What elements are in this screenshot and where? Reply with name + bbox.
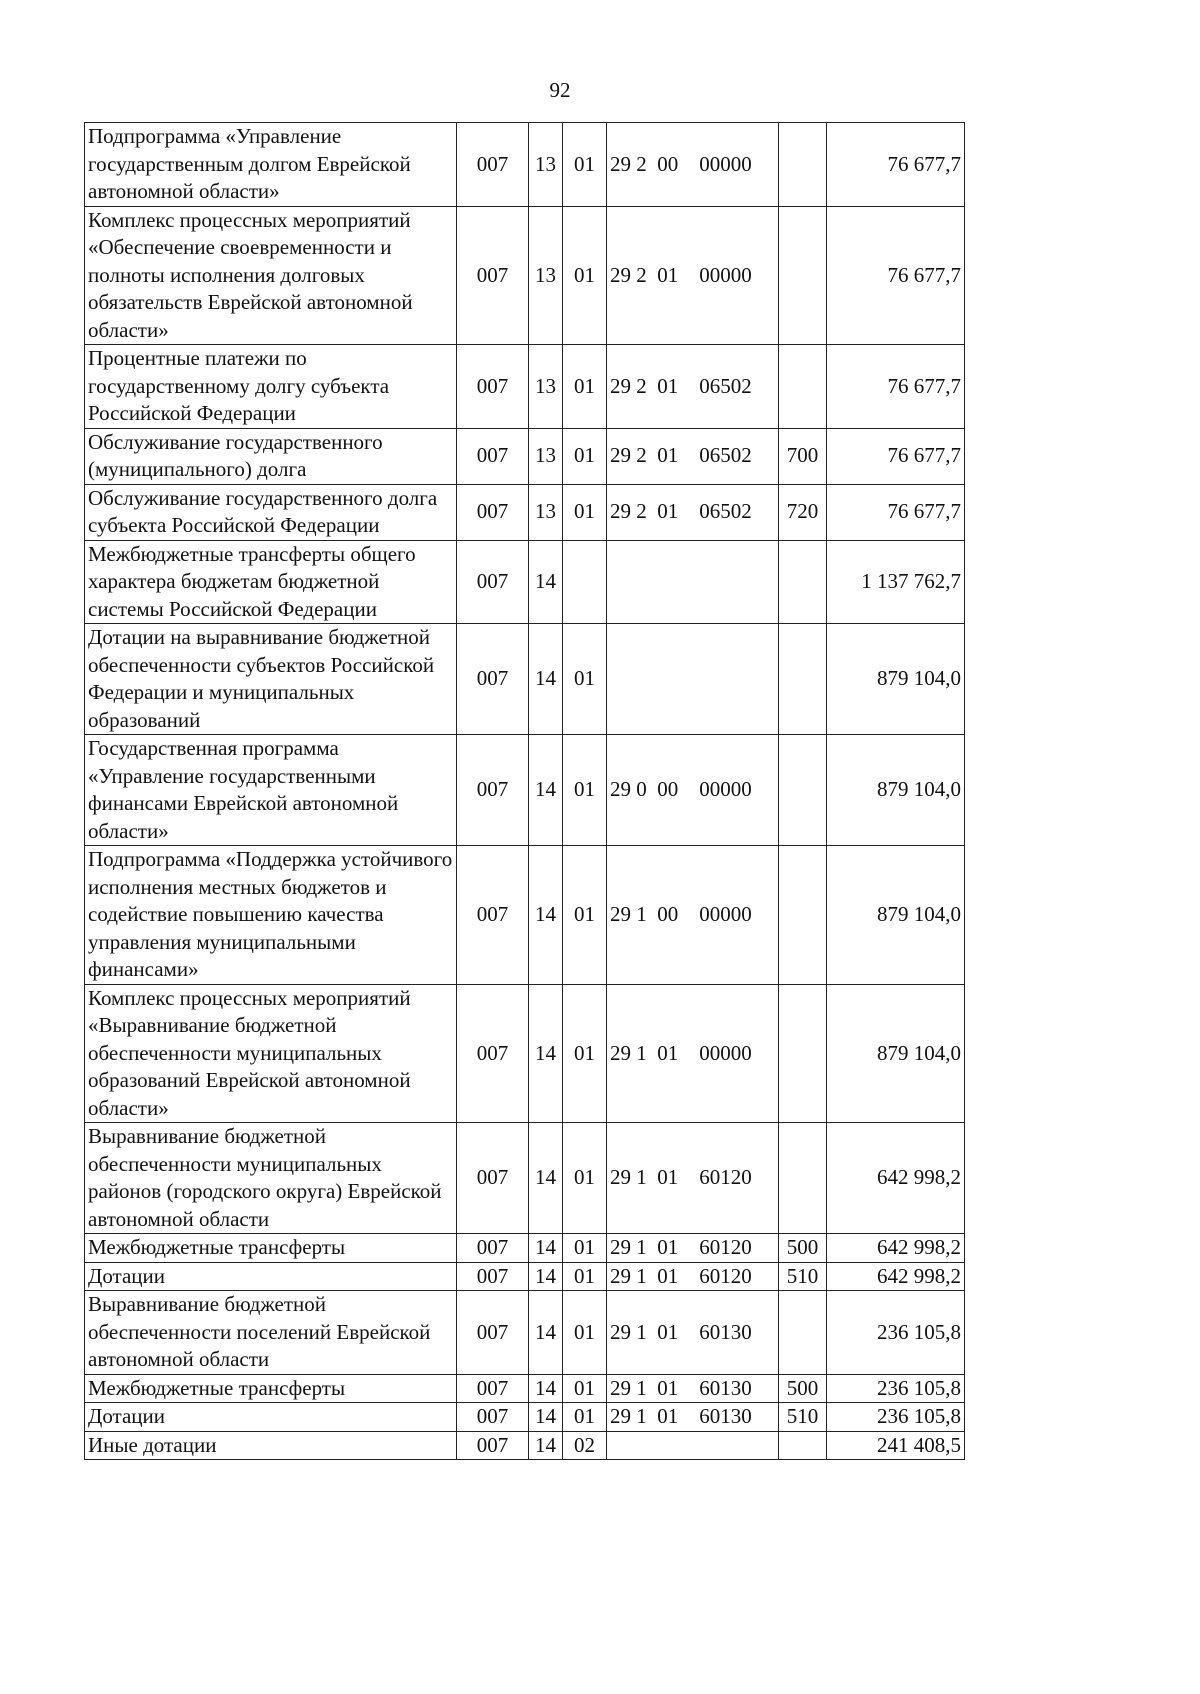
section-code-cell: 14 [529, 1403, 563, 1432]
target-article-cell: 29 2 01 06502 [607, 428, 779, 484]
target-article-cell: 29 2 00 00000 [607, 123, 779, 207]
row-name-cell: Процентные платежи по государственному долгу субъекта Российской Федерации [85, 345, 457, 429]
admin-code-cell: 007 [457, 345, 529, 429]
subsection-code-cell: 01 [563, 1374, 607, 1403]
admin-code-cell: 007 [457, 1291, 529, 1375]
admin-code-cell: 007 [457, 428, 529, 484]
admin-code-cell: 007 [457, 540, 529, 624]
section-code-cell: 13 [529, 428, 563, 484]
subsection-code-cell: 01 [563, 1403, 607, 1432]
subsection-code-cell: 01 [563, 846, 607, 985]
expense-type-cell [779, 846, 827, 985]
amount-cell: 76 677,7 [827, 123, 965, 207]
row-name-cell: Иные дотации [85, 1431, 457, 1460]
target-article-cell: 29 1 01 60130 [607, 1291, 779, 1375]
subsection-code-cell: 01 [563, 123, 607, 207]
admin-code-cell: 007 [457, 1234, 529, 1263]
amount-cell: 879 104,0 [827, 735, 965, 846]
subsection-code-cell: 01 [563, 624, 607, 735]
target-article-cell: 29 1 01 60130 [607, 1403, 779, 1432]
row-name-cell: Обслуживание государственного долга субъекта Российской Федерации [85, 484, 457, 540]
expense-type-cell: 510 [779, 1403, 827, 1432]
table-row [85, 1374, 965, 1403]
expense-type-cell: 500 [779, 1234, 827, 1263]
subsection-code-cell: 01 [563, 1262, 607, 1291]
target-article-cell: 29 2 01 06502 [607, 484, 779, 540]
expense-type-cell [779, 1123, 827, 1234]
subsection-code-cell: 01 [563, 345, 607, 429]
subsection-code-cell: 02 [563, 1431, 607, 1460]
row-name-cell: Подпрограмма «Управление государственным долгом Еврейской автономной области» [85, 123, 457, 207]
table-row [85, 484, 965, 540]
expense-type-cell [779, 1291, 827, 1375]
table-row [85, 1234, 965, 1263]
section-code-cell: 14 [529, 1374, 563, 1403]
row-name-cell: Межбюджетные трансферты [85, 1374, 457, 1403]
amount-cell: 76 677,7 [827, 345, 965, 429]
row-name-cell: Выравнивание бюджетной обеспеченности поселений Еврейской автономной области [85, 1291, 457, 1375]
row-name-cell: Дотации [85, 1403, 457, 1432]
table-row [85, 1123, 965, 1234]
row-name-cell: Дотации на выравнивание бюджетной обеспеченности субъектов Российской Федерации и муниципальных образований [85, 624, 457, 735]
table-row [85, 1262, 965, 1291]
target-article-cell: 29 1 01 60120 [607, 1123, 779, 1234]
admin-code-cell: 007 [457, 1123, 529, 1234]
expense-type-cell: 700 [779, 428, 827, 484]
row-name-cell: Выравнивание бюджетной обеспеченности муниципальных районов (городского округа) Еврейской автономной области [85, 1123, 457, 1234]
expense-type-cell [779, 540, 827, 624]
amount-cell: 241 408,5 [827, 1431, 965, 1460]
subsection-code-cell: 01 [563, 1123, 607, 1234]
amount-cell: 642 998,2 [827, 1123, 965, 1234]
expense-type-cell [779, 1431, 827, 1460]
expense-type-cell: 510 [779, 1262, 827, 1291]
admin-code-cell: 007 [457, 984, 529, 1123]
target-article-cell [607, 624, 779, 735]
target-article-cell [607, 1431, 779, 1460]
subsection-code-cell: 01 [563, 1291, 607, 1375]
table-row [85, 1431, 965, 1460]
admin-code-cell: 007 [457, 484, 529, 540]
target-article-cell: 29 2 01 06502 [607, 345, 779, 429]
target-article-cell: 29 1 01 00000 [607, 984, 779, 1123]
section-code-cell: 14 [529, 984, 563, 1123]
table-row [85, 984, 965, 1123]
target-article-cell: 29 1 01 60130 [607, 1374, 779, 1403]
admin-code-cell: 007 [457, 624, 529, 735]
expense-type-cell: 500 [779, 1374, 827, 1403]
section-code-cell: 13 [529, 206, 563, 345]
section-code-cell: 14 [529, 624, 563, 735]
row-name-cell: Межбюджетные трансферты общего характера бюджетам бюджетной системы Российской Федерации [85, 540, 457, 624]
subsection-code-cell: 01 [563, 984, 607, 1123]
row-name-cell: Комплекс процессных мероприятий «Выравнивание бюджетной обеспеченности муниципальных образований Еврейской автономной области» [85, 984, 457, 1123]
section-code-cell: 14 [529, 1431, 563, 1460]
amount-cell: 236 105,8 [827, 1291, 965, 1375]
subsection-code-cell: 01 [563, 735, 607, 846]
section-code-cell: 14 [529, 1234, 563, 1263]
amount-cell: 236 105,8 [827, 1374, 965, 1403]
amount-cell: 642 998,2 [827, 1234, 965, 1263]
expense-type-cell: 720 [779, 484, 827, 540]
table-row [85, 123, 965, 207]
table-row [85, 1291, 965, 1375]
table-row [85, 846, 965, 985]
section-code-cell: 14 [529, 735, 563, 846]
section-code-cell: 14 [529, 1123, 563, 1234]
subsection-code-cell: 01 [563, 1234, 607, 1263]
admin-code-cell: 007 [457, 1431, 529, 1460]
subsection-code-cell: 01 [563, 484, 607, 540]
target-article-cell: 29 1 00 00000 [607, 846, 779, 985]
table-row [85, 1403, 965, 1432]
amount-cell: 879 104,0 [827, 846, 965, 985]
subsection-code-cell: 01 [563, 428, 607, 484]
table-row [85, 735, 965, 846]
amount-cell: 642 998,2 [827, 1262, 965, 1291]
expense-type-cell [779, 735, 827, 846]
admin-code-cell: 007 [457, 1374, 529, 1403]
budget-table-body [85, 123, 965, 1460]
table-row [85, 428, 965, 484]
admin-code-cell: 007 [457, 1262, 529, 1291]
budget-table [84, 122, 965, 1460]
admin-code-cell: 007 [457, 123, 529, 207]
amount-cell: 76 677,7 [827, 206, 965, 345]
target-article-cell: 29 0 00 00000 [607, 735, 779, 846]
admin-code-cell: 007 [457, 206, 529, 345]
amount-cell: 236 105,8 [827, 1403, 965, 1432]
expense-type-cell [779, 984, 827, 1123]
subsection-code-cell: 01 [563, 206, 607, 345]
admin-code-cell: 007 [457, 735, 529, 846]
section-code-cell: 14 [529, 1291, 563, 1375]
expense-type-cell [779, 123, 827, 207]
amount-cell: 76 677,7 [827, 484, 965, 540]
table-row [85, 206, 965, 345]
table-row [85, 624, 965, 735]
amount-cell: 76 677,7 [827, 428, 965, 484]
expense-type-cell [779, 624, 827, 735]
target-article-cell [607, 540, 779, 624]
row-name-cell: Государственная программа «Управление государственными финансами Еврейской автономной области» [85, 735, 457, 846]
section-code-cell: 13 [529, 484, 563, 540]
admin-code-cell: 007 [457, 846, 529, 985]
row-name-cell: Комплекс процессных мероприятий «Обеспечение своевременности и полноты исполнения долговых обязательств Еврейской автономной области» [85, 206, 457, 345]
target-article-cell: 29 1 01 60120 [607, 1262, 779, 1291]
row-name-cell: Дотации [85, 1262, 457, 1291]
page-number: 92 [549, 78, 571, 102]
admin-code-cell: 007 [457, 1403, 529, 1432]
expense-type-cell [779, 345, 827, 429]
row-name-cell: Подпрограмма «Поддержка устойчивого исполнения местных бюджетов и содействие повышению качества управления муниципальными финансами» [85, 846, 457, 985]
section-code-cell: 14 [529, 1262, 563, 1291]
section-code-cell: 14 [529, 540, 563, 624]
amount-cell: 879 104,0 [827, 624, 965, 735]
amount-cell: 879 104,0 [827, 984, 965, 1123]
section-code-cell: 13 [529, 345, 563, 429]
amount-cell: 1 137 762,7 [827, 540, 965, 624]
row-name-cell: Межбюджетные трансферты [85, 1234, 457, 1263]
target-article-cell: 29 2 01 00000 [607, 206, 779, 345]
table-row [85, 540, 965, 624]
table-row [85, 345, 965, 429]
section-code-cell: 14 [529, 846, 563, 985]
subsection-code-cell [563, 540, 607, 624]
target-article-cell: 29 1 01 60120 [607, 1234, 779, 1263]
expense-type-cell [779, 206, 827, 345]
row-name-cell: Обслуживание государственного (муниципального) долга [85, 428, 457, 484]
section-code-cell: 13 [529, 123, 563, 207]
